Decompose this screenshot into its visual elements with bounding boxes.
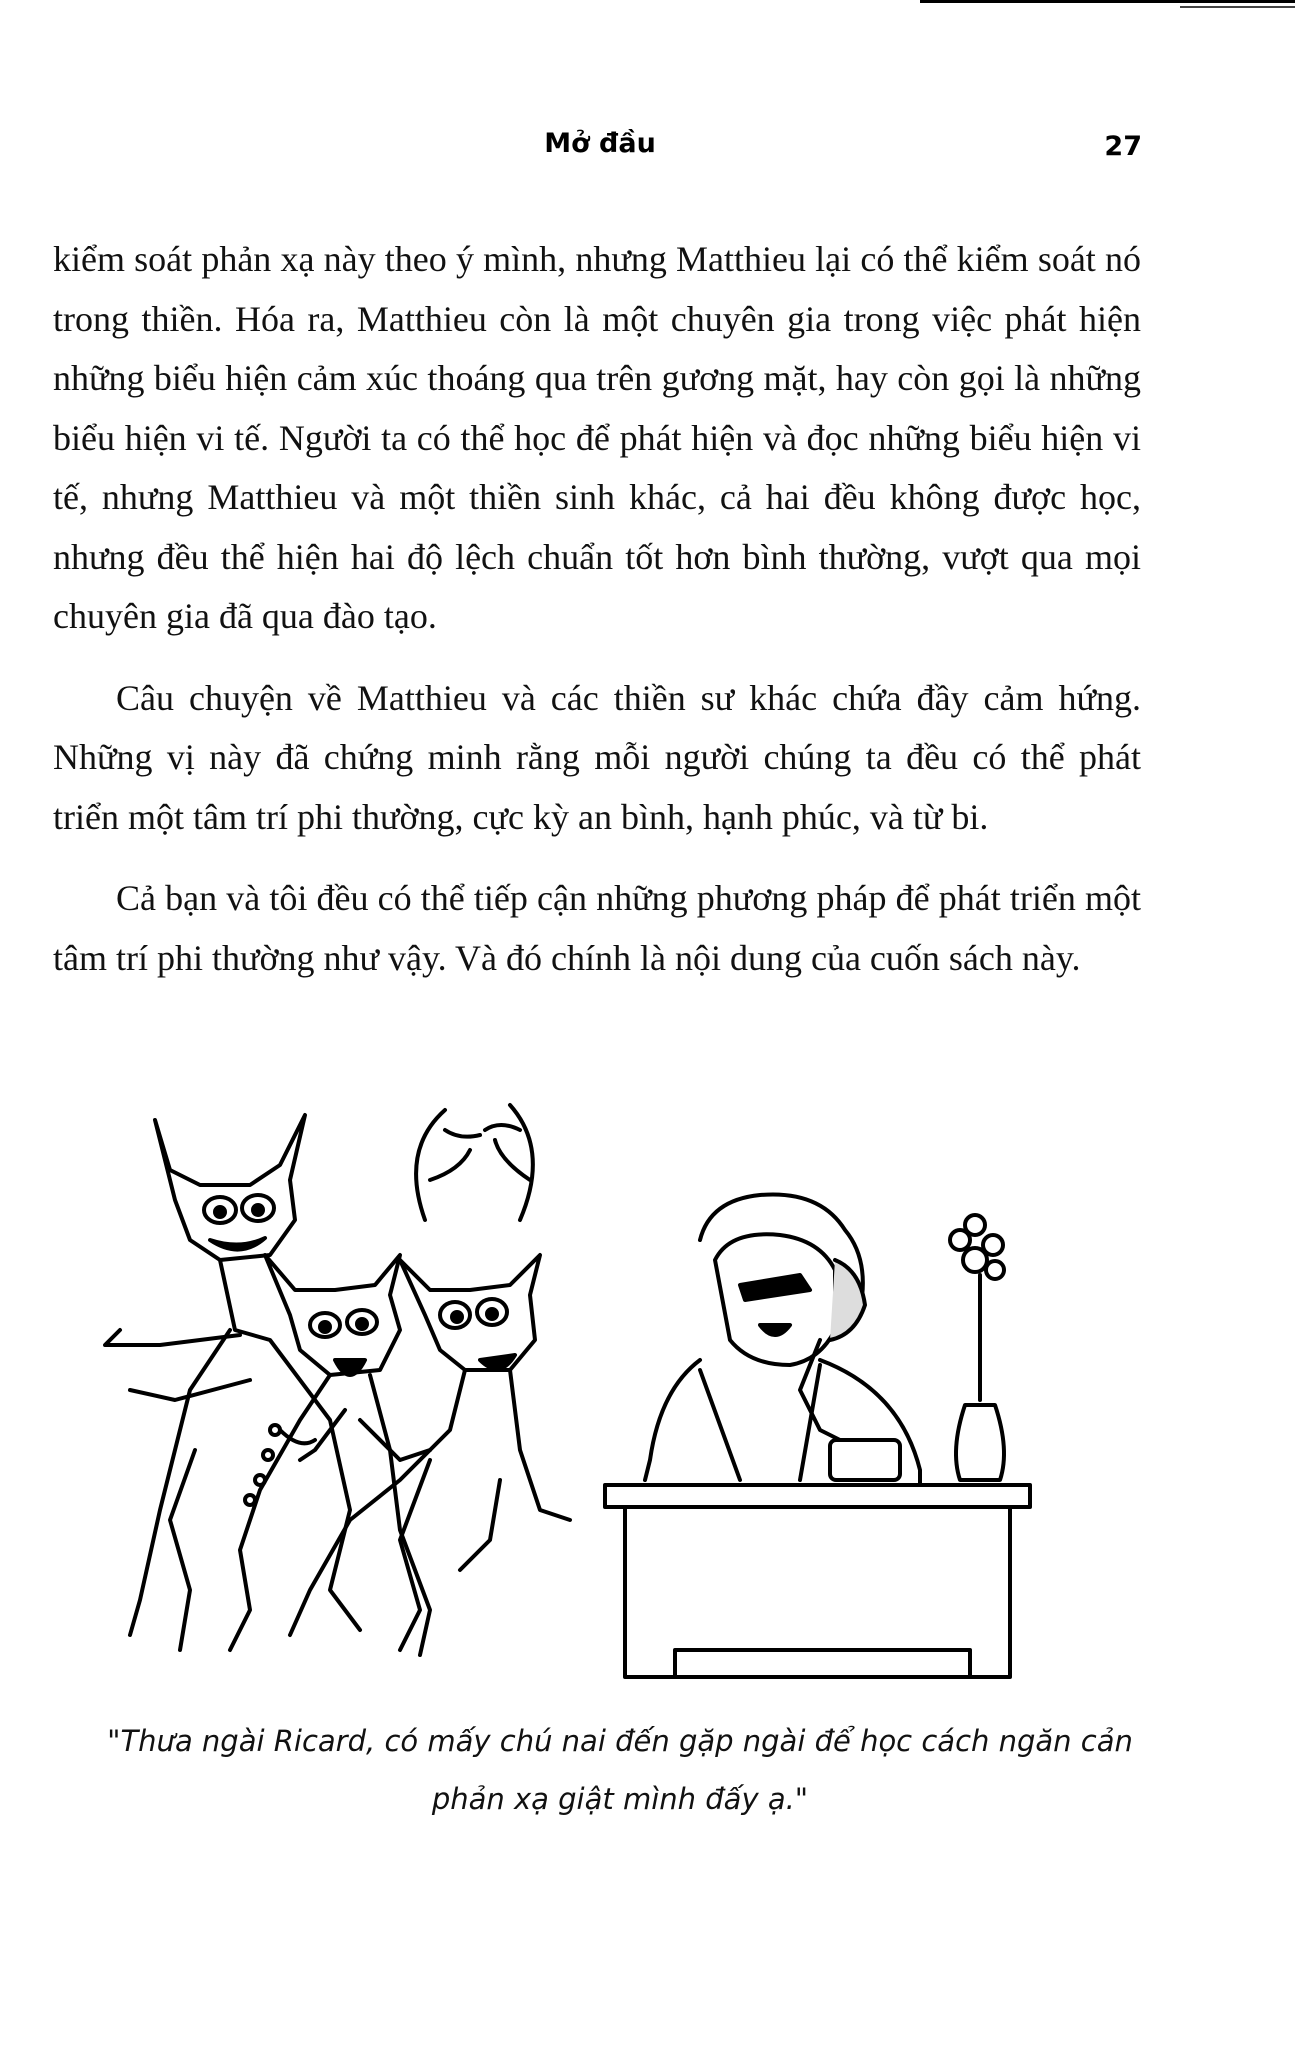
cartoon-illustration (100, 1090, 1160, 1690)
paragraph-1: kiểm soát phản xạ này theo ý mình, nhưng Matthieu lại có thể kiểm soát nó trong thiền. Hóa ra, Matthieu còn là một chuyên gia trong việc phát hiện những biểu hiện cảm xúc thoáng qua trên gương mặt, hay còn gọi là những biểu hiện vi tế. Người ta có thể học để phát hiện và đọc những biểu hiện vi tế, nhưng Matthieu và một thiền sinh khác, cả hai đều không được học, nhưng đều thể hiện hai độ lệch chuẩn tốt hơn bình thường, vượt qua mọi chuyên gia đã qua đào tạo. (53, 239, 1141, 636)
desk-drawing (605, 1485, 1030, 1677)
paragraph-3: Cả bạn và tôi đều có thể tiếp cận những phương pháp để phát triển một tâm trí phi thường như vậy. Và đó chính là nội dung của cuốn sách này. (53, 878, 1141, 978)
page-number: 27 (1104, 131, 1142, 162)
deer-antlered-drawing (290, 1105, 570, 1650)
running-header-title: Mở đầu (544, 128, 656, 159)
receptionist-drawing (645, 1194, 920, 1485)
top-edge-rule-secondary (1180, 6, 1295, 8)
flower-vase-drawing (950, 1215, 1004, 1480)
body-text (53, 230, 1141, 1010)
deer-middle-drawing (230, 1255, 430, 1655)
top-edge-rule (920, 0, 1295, 3)
illustration-caption: "Thưa ngài Ricard, có mấy chú nai đến gặp ngài để học cách ngăn cản phản xạ giật mình đấy ạ." (107, 1724, 1133, 1816)
paragraph-2: Câu chuyện về Matthieu và các thiền sư khác chứa đầy cảm hứng. Những vị này đã chứng minh rằng mỗi người chúng ta đều có thể phát triển một tâm trí phi thường, cực kỳ an bình, hạnh phúc, và từ bi. (53, 677, 1141, 837)
